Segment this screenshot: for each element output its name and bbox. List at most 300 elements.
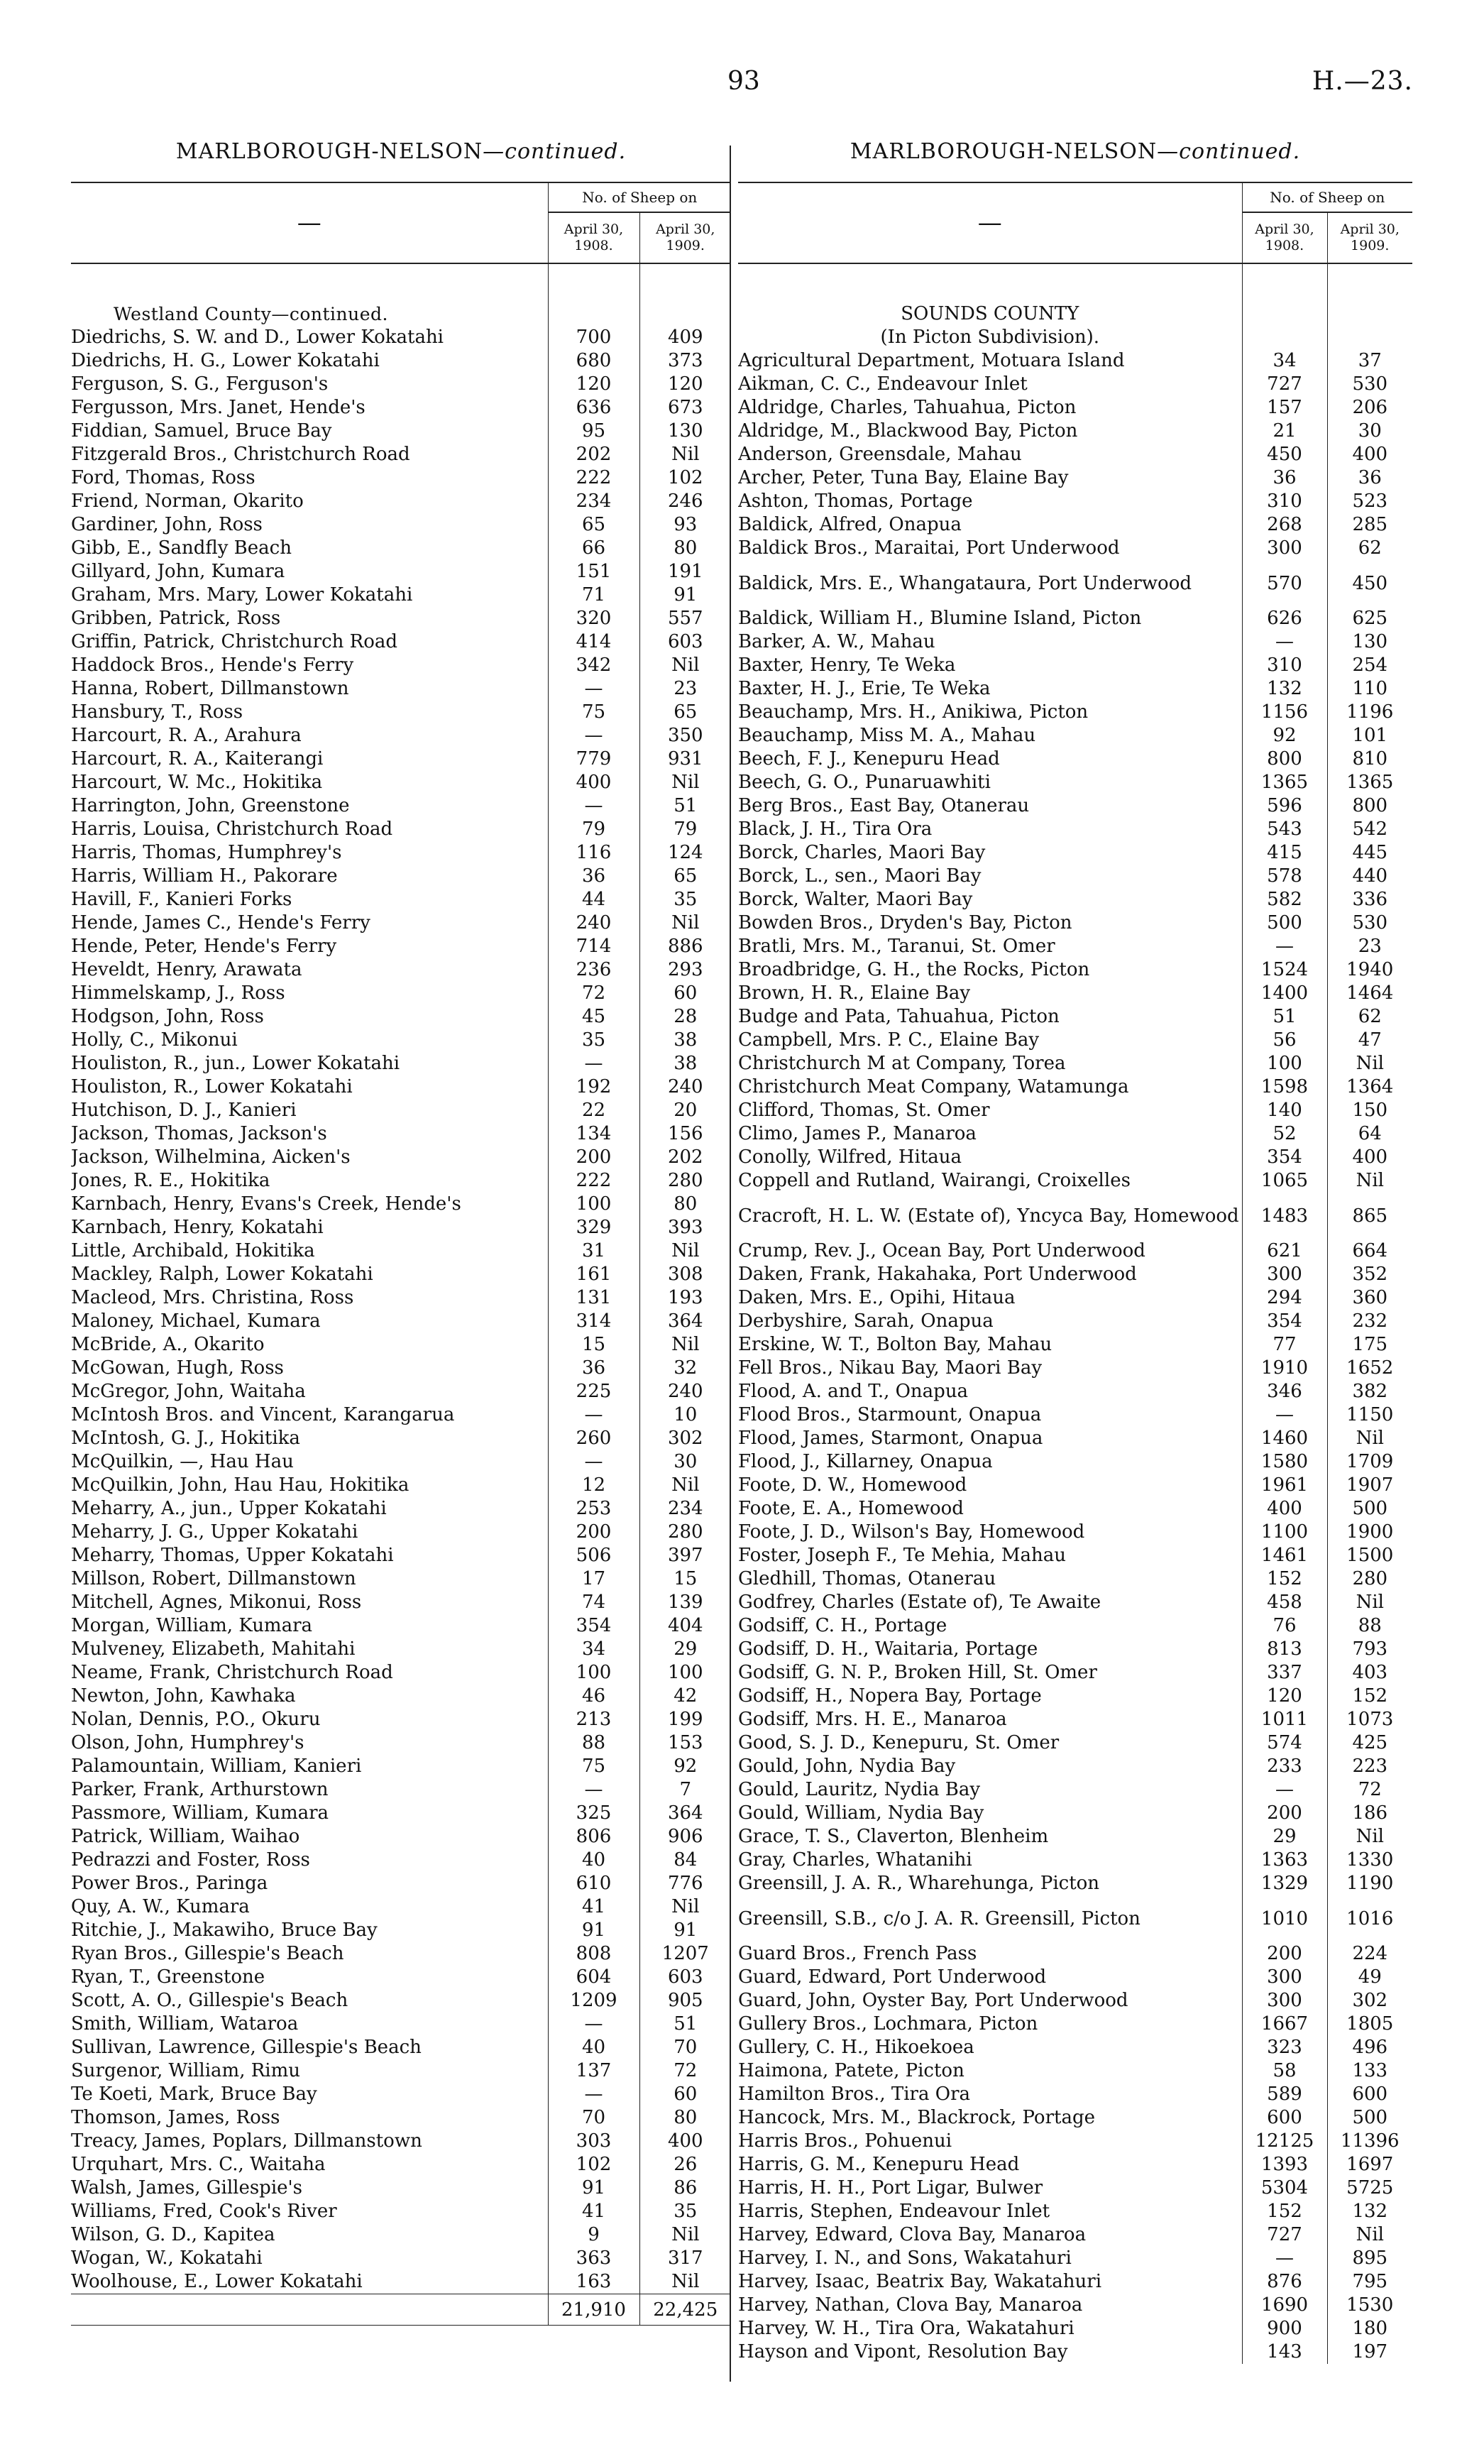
- table-row: [738, 1638, 1412, 1661]
- table-row: [738, 1567, 1412, 1591]
- table-row: [738, 1380, 1412, 1403]
- sheep-1908: 323: [1242, 2036, 1327, 2059]
- entry-name: Baldick, Alfred, Onapua: [738, 514, 962, 535]
- entry-name: Himmelskamp, J., Ross: [71, 982, 285, 1004]
- entry-name: Havill, F., Kanieri Forks: [71, 889, 292, 910]
- sheep-1908: 610: [548, 1872, 639, 1895]
- sheep-1908: 74: [548, 1591, 639, 1614]
- sheep-1909: 10: [639, 1403, 731, 1427]
- table-row: [738, 1708, 1412, 1731]
- sheep-1909: 65: [639, 701, 731, 724]
- table-row: [71, 1521, 731, 1544]
- table-row: [738, 560, 1412, 607]
- entry-name: Thomson, James, Ross: [71, 2107, 280, 2128]
- left-column: [71, 139, 731, 2326]
- table-row: [738, 607, 1412, 630]
- sheep-1908: 120: [1242, 1685, 1327, 1708]
- table-row: [738, 1849, 1412, 1872]
- sheep-1908: 79: [548, 818, 639, 841]
- entry-name: Jackson, Wilhelmina, Aicken's: [71, 1146, 351, 1168]
- sheep-1908: 234: [548, 490, 639, 513]
- report-code: H.—23.: [1312, 67, 1413, 96]
- table-row: [738, 771, 1412, 794]
- entry-name: Haimona, Patete, Picton: [738, 2060, 964, 2081]
- sheep-1908: 621: [1242, 1239, 1327, 1263]
- entry-name: Wilson, G. D., Kapitea: [71, 2224, 275, 2245]
- sheep-1908: —: [548, 1778, 639, 1802]
- table-row: [71, 420, 731, 443]
- table-row: [738, 1966, 1412, 1989]
- sheep-1909: 400: [1327, 443, 1412, 466]
- entry-name: Harris, William H., Pakorare: [71, 865, 338, 887]
- sheep-1908: —: [1242, 1403, 1327, 1427]
- sheep-1908: 325: [548, 1802, 639, 1825]
- right-sheep-table: [738, 182, 1412, 2364]
- sheep-1908: 314: [548, 1310, 639, 1333]
- table-row: [738, 1942, 1412, 1966]
- sheep-1908: 300: [1242, 1966, 1327, 1989]
- sheep-1909: 199: [639, 1708, 731, 1731]
- sheep-1908: 66: [548, 537, 639, 560]
- table-row: [71, 888, 731, 911]
- entry-name: Harvey, Nathan, Clova Bay, Manaroa: [738, 2294, 1083, 2316]
- sheep-1909: 403: [1327, 1661, 1412, 1685]
- sheep-1909: 795: [1327, 2270, 1412, 2294]
- sheep-1909: 1207: [639, 1942, 731, 1966]
- sheep-1908: 1065: [1242, 1169, 1327, 1193]
- entry-name: Bratli, Mrs. M., Taranui, St. Omer: [738, 936, 1055, 957]
- left-column-title: MARLBOROUGH-NELSON—continued.: [175, 139, 627, 164]
- entry-name: Woolhouse, E., Lower Kokatahi: [71, 2271, 363, 2292]
- table-row: [71, 2059, 731, 2083]
- table-row: [738, 701, 1412, 724]
- sheep-1909: 79: [639, 818, 731, 841]
- table-row: [71, 1544, 731, 1567]
- sheep-1908: 1961: [1242, 1474, 1327, 1497]
- entry-name: Harcourt, R. A., Arahura: [71, 725, 302, 746]
- sheep-1908: —: [548, 1403, 639, 1427]
- sheep-1909: 240: [639, 1075, 731, 1099]
- entry-name: Diedrichs, H. G., Lower Kokatahi: [71, 350, 380, 371]
- sheep-1908: 140: [1242, 1099, 1327, 1122]
- sheep-1908: —: [1242, 630, 1327, 654]
- sheep-1909: 382: [1327, 1380, 1412, 1403]
- entry-name: Maloney, Michael, Kumara: [71, 1310, 321, 1332]
- table-row: [71, 1193, 731, 1216]
- sheep-1909: 120: [639, 373, 731, 396]
- sheep-1909: 776: [639, 1872, 731, 1895]
- entry-name: McQuilkin, —, Hau Hau: [71, 1451, 294, 1472]
- entry-name: Passmore, William, Kumara: [71, 1802, 329, 1824]
- sheep-1908: 152: [1242, 2200, 1327, 2223]
- sheep-1909: Nil: [639, 2223, 731, 2247]
- table-row: [738, 443, 1412, 466]
- sheep-1909: 101: [1327, 724, 1412, 748]
- sheep-1909: 80: [639, 1193, 731, 1216]
- table-row: [71, 1591, 731, 1614]
- sheep-1908: 143: [1242, 2340, 1327, 2364]
- sheep-1909: 1709: [1327, 1450, 1412, 1474]
- sheep-1908: —: [1242, 1778, 1327, 1802]
- sheep-1908: 12: [548, 1474, 639, 1497]
- table-row: [738, 1521, 1412, 1544]
- sheep-1908: 9: [548, 2223, 639, 2247]
- left-sheep-table: [71, 182, 731, 2326]
- entry-name: Millson, Robert, Dillmanstown: [71, 1568, 356, 1589]
- sheep-1908: 604: [548, 1966, 639, 1989]
- sheep-1908: 1393: [1242, 2153, 1327, 2176]
- sheep-1908: 233: [1242, 1755, 1327, 1778]
- table-row: [71, 1263, 731, 1286]
- sheep-1909: 240: [639, 1380, 731, 1403]
- sheep-1908: 727: [1242, 2223, 1327, 2247]
- entry-name: Hamilton Bros., Tira Ora: [738, 2084, 970, 2105]
- entry-name: Brown, H. R., Elaine Bay: [738, 982, 971, 1004]
- table-row: [738, 1497, 1412, 1521]
- table-row: [738, 466, 1412, 490]
- table-row: [738, 1122, 1412, 1146]
- entry-name: Flood, A. and T., Onapua: [738, 1381, 969, 1402]
- sheep-1908: 225: [548, 1380, 639, 1403]
- sheep-1909: 603: [639, 1966, 731, 1989]
- table-row: [71, 1310, 731, 1333]
- sheep-1908: 1400: [1242, 982, 1327, 1005]
- entry-name: Gould, William, Nydia Bay: [738, 1802, 984, 1824]
- sheep-1908: 36: [548, 1357, 639, 1380]
- sheep-1909: 409: [639, 326, 731, 349]
- entry-name: Archer, Peter, Tuna Bay, Elaine Bay: [738, 467, 1069, 488]
- table-row: [71, 2247, 731, 2270]
- entry-name: Guard, John, Oyster Bay, Port Underwood: [738, 1990, 1128, 2011]
- table-row: [738, 1778, 1412, 1802]
- entry-name: Barker, A. W., Mahau: [738, 631, 935, 652]
- entry-name: Diedrichs, S. W. and D., Lower Kokatahi: [71, 327, 444, 348]
- entry-name: Little, Archibald, Hokitika: [71, 1240, 315, 1261]
- table-row: [738, 1239, 1412, 1263]
- table-row: [738, 1427, 1412, 1450]
- entry-name: Mulveney, Elizabeth, Mahitahi: [71, 1638, 356, 1660]
- section-heading: SOUNDS COUNTY: [901, 303, 1079, 324]
- sheep-1909: 234: [639, 1497, 731, 1521]
- sheep-1909: Nil: [639, 1333, 731, 1357]
- sheep-1908: 36: [1242, 466, 1327, 490]
- entry-name: Nolan, Dennis, P.O., Okuru: [71, 1709, 321, 1730]
- sheep-1908: 300: [1242, 1989, 1327, 2013]
- entry-name: Greensill, J. A. R., Wharehunga, Picton: [738, 1873, 1100, 1894]
- entry-name: Hende, James C., Hende's Ferry: [71, 912, 370, 933]
- table-row: [738, 1614, 1412, 1638]
- right-column-title: MARLBOROUGH-NELSON—continued.: [850, 139, 1301, 164]
- sheep-1908: 354: [1242, 1310, 1327, 1333]
- entry-name: Grace, T. S., Claverton, Blenheim: [738, 1826, 1049, 1847]
- sheep-1908: 75: [548, 1755, 639, 1778]
- sheep-1909: 810: [1327, 748, 1412, 771]
- table-row: [71, 560, 731, 584]
- table-row: [71, 1685, 731, 1708]
- table-row: [738, 794, 1412, 818]
- entry-name: Macleod, Mrs. Christina, Ross: [71, 1287, 354, 1308]
- sheep-1908: 636: [548, 396, 639, 420]
- sheep-1908: 36: [548, 865, 639, 888]
- table-row: [71, 982, 731, 1005]
- sheep-1908: 363: [548, 2247, 639, 2270]
- sheep-1908: 192: [548, 1075, 639, 1099]
- sheep-1909: 28: [639, 1005, 731, 1029]
- sheep-1909: 1907: [1327, 1474, 1412, 1497]
- table-row: [738, 373, 1412, 396]
- table-row: [71, 958, 731, 982]
- entry-name: Good, S. J. D., Kenepuru, St. Omer: [738, 1732, 1060, 1753]
- sheep-1909: 152: [1327, 1685, 1412, 1708]
- sheep-1909: 65: [639, 865, 731, 888]
- sheep-1908: 131: [548, 1286, 639, 1310]
- sheep-1908: 300: [1242, 537, 1327, 560]
- entry-name: Neame, Frank, Christchurch Road: [71, 1662, 393, 1683]
- sheep-1908: 1524: [1242, 958, 1327, 982]
- sheep-1909: 865: [1327, 1193, 1412, 1239]
- sheep-1909: 62: [1327, 537, 1412, 560]
- sheep-1909: 193: [639, 1286, 731, 1310]
- table-row: [738, 2083, 1412, 2106]
- entry-name: Heveldt, Henry, Arawata: [71, 959, 302, 980]
- sheep-1908: —: [548, 2083, 639, 2106]
- table-row: [738, 2223, 1412, 2247]
- table-row: [738, 513, 1412, 537]
- sheep-1908: 458: [1242, 1591, 1327, 1614]
- sheep-1908: 132: [1242, 677, 1327, 701]
- sheep-1909: 150: [1327, 1099, 1412, 1122]
- entry-name: Anderson, Greensdale, Mahau: [738, 444, 1022, 465]
- sheep-1909: 51: [639, 2013, 731, 2036]
- sheep-1909: 91: [639, 584, 731, 607]
- sheep-1909: 130: [639, 420, 731, 443]
- sheep-1908: 46: [548, 1685, 639, 1708]
- entry-name: Harris, Stephen, Endeavour Inlet: [738, 2201, 1050, 2222]
- entry-name: Pedrazzi and Foster, Ross: [71, 1849, 310, 1871]
- sheep-1909: 70: [639, 2036, 731, 2059]
- sheep-1908: 1365: [1242, 771, 1327, 794]
- sheep-1909: 80: [639, 537, 731, 560]
- table-row: [738, 1825, 1412, 1849]
- sheep-1909: 450: [1327, 560, 1412, 607]
- entry-name: Newton, John, Kawhaka: [71, 1685, 296, 1707]
- sheep-1909: 64: [1327, 1122, 1412, 1146]
- sheep-1909: Nil: [639, 443, 731, 466]
- entry-name: Flood, James, Starmont, Onapua: [738, 1428, 1043, 1449]
- sheep-1909: 530: [1327, 373, 1412, 396]
- table-row: [738, 1099, 1412, 1122]
- sheep-1908: 578: [1242, 865, 1327, 888]
- entry-name: Guard, Edward, Port Underwood: [738, 1966, 1047, 1988]
- sheep-1908: 75: [548, 701, 639, 724]
- sheep-1908: 15: [548, 1333, 639, 1357]
- entry-name: McGregor, John, Waitaha: [71, 1381, 306, 1402]
- sheep-1908: 574: [1242, 1731, 1327, 1755]
- table-row: [738, 2036, 1412, 2059]
- table-row: [71, 1474, 731, 1497]
- sheep-1908: 779: [548, 748, 639, 771]
- table-row: [71, 1731, 731, 1755]
- sheep-1909: 364: [639, 1310, 731, 1333]
- sheep-1909: 153: [639, 1731, 731, 1755]
- sheep-1908: 329: [548, 1216, 639, 1239]
- table-row: [738, 677, 1412, 701]
- entry-name: Gribben, Patrick, Ross: [71, 608, 281, 629]
- entry-name: Harvey, W. H., Tira Ora, Wakatahuri: [738, 2318, 1074, 2339]
- table-row: [738, 935, 1412, 958]
- section-heading-row: [71, 302, 731, 326]
- sheep-1909: 93: [639, 513, 731, 537]
- sheep-1909: 38: [639, 1052, 731, 1075]
- sheep-1909: Nil: [1327, 1825, 1412, 1849]
- sheep-1909: 26: [639, 2153, 731, 2176]
- table-row: [71, 2013, 731, 2036]
- table-row: [738, 2200, 1412, 2223]
- table-row: [71, 1872, 731, 1895]
- table-row: [71, 1333, 731, 1357]
- entry-name: Jones, R. E., Hokitika: [71, 1170, 270, 1191]
- table-row: [71, 1989, 731, 2013]
- table-row: [738, 2176, 1412, 2200]
- entry-name: Fitzgerald Bros., Christchurch Road: [71, 444, 410, 465]
- entry-name: Ford, Thomas, Ross: [71, 467, 255, 488]
- sheep-1909: Nil: [1327, 1591, 1412, 1614]
- entry-name: Christchurch Meat Company, Watamunga: [738, 1076, 1129, 1097]
- table-row: [738, 1895, 1412, 1942]
- sheep-1908: 91: [548, 1919, 639, 1942]
- table-row: [71, 748, 731, 771]
- entry-name: Godsiff, H., Nopera Bay, Portage: [738, 1685, 1042, 1707]
- table-row: [71, 1778, 731, 1802]
- sheep-1909: 72: [1327, 1778, 1412, 1802]
- subsection-heading: (In Picton Subdivision).: [880, 327, 1100, 348]
- sheep-1908: 1483: [1242, 1193, 1327, 1239]
- sheep-1909: 29: [639, 1638, 731, 1661]
- year-1909-header: April 30, 1909.: [1327, 212, 1412, 263]
- table-row: [738, 1310, 1412, 1333]
- entry-name: Ritchie, J., Makawiho, Bruce Bay: [71, 1920, 378, 1941]
- entry-name: Gray, Charles, Whatanihi: [738, 1849, 972, 1871]
- table-row: [738, 2130, 1412, 2153]
- entry-name: Parker, Frank, Arthurstown: [71, 1779, 329, 1800]
- sheep-1909: 20: [639, 1099, 731, 1122]
- sheep-1908: 65: [548, 513, 639, 537]
- sheep-1908: 253: [548, 1497, 639, 1521]
- sheep-1908: 95: [548, 420, 639, 443]
- sheep-1909: 317: [639, 2247, 731, 2270]
- sheep-1909: Nil: [1327, 1427, 1412, 1450]
- table-row: [71, 2176, 731, 2200]
- sheep-1908: 310: [1242, 654, 1327, 677]
- sheep-1908: 400: [1242, 1497, 1327, 1521]
- sheep-1908: —: [1242, 935, 1327, 958]
- entry-name: McQuilkin, John, Hau Hau, Hokitika: [71, 1474, 410, 1496]
- sheep-1909: 84: [639, 1849, 731, 1872]
- entry-name: Houliston, R., jun., Lower Kokatahi: [71, 1053, 400, 1074]
- table-row: [738, 1661, 1412, 1685]
- sheep-1908: 876: [1242, 2270, 1327, 2294]
- entry-name: Borck, Charles, Maori Bay: [738, 842, 986, 863]
- table-row: [738, 1052, 1412, 1075]
- sheep-1908: 1580: [1242, 1450, 1327, 1474]
- sheep-1909: 1805: [1327, 2013, 1412, 2036]
- sheep-1908: 236: [548, 958, 639, 982]
- sheep-1908: 589: [1242, 2083, 1327, 2106]
- table-row: [738, 818, 1412, 841]
- sheep-1909: 202: [639, 1146, 731, 1169]
- table-row: [71, 349, 731, 373]
- table-row: [738, 1169, 1412, 1193]
- total-1908: 21,910: [548, 2294, 639, 2326]
- sheep-1909: 360: [1327, 1286, 1412, 1310]
- sheep-1909: 1150: [1327, 1403, 1412, 1427]
- entry-name: Borck, L., sen., Maori Bay: [738, 865, 982, 887]
- sheep-1909: 308: [639, 1263, 731, 1286]
- entry-name: Fiddian, Samuel, Bruce Bay: [71, 420, 332, 442]
- sheep-1908: 714: [548, 935, 639, 958]
- table-row: [71, 466, 731, 490]
- table-row: [738, 349, 1412, 373]
- section-heading-row: [738, 302, 1412, 326]
- entry-name: Morgan, William, Kumara: [71, 1615, 313, 1636]
- year-1908-header: April 30, 1908.: [548, 212, 639, 263]
- table-row: [738, 420, 1412, 443]
- sheep-1908: 1460: [1242, 1427, 1327, 1450]
- sheep-1909: 530: [1327, 911, 1412, 935]
- entry-name: Baldick Bros., Maraitai, Port Underwood: [738, 537, 1120, 559]
- table-row: [738, 630, 1412, 654]
- entry-name: Agricultural Department, Motuara Island: [738, 350, 1125, 371]
- entry-name: Crump, Rev. J., Ocean Bay, Port Underwood: [738, 1240, 1145, 1261]
- table-row: [71, 1146, 731, 1169]
- sheep-1908: 400: [548, 771, 639, 794]
- sheep-1909: 246: [639, 490, 731, 513]
- table-row: [71, 841, 731, 865]
- sheep-1908: 200: [1242, 1802, 1327, 1825]
- entry-name: Hansbury, T., Ross: [71, 701, 243, 723]
- table-row: [71, 701, 731, 724]
- sheep-1908: 1010: [1242, 1895, 1327, 1942]
- entry-name: Walsh, James, Gillespie's: [71, 2177, 303, 2199]
- table-row: [738, 1802, 1412, 1825]
- sheep-1908: 5304: [1242, 2176, 1327, 2200]
- sheep-1909: 133: [1327, 2059, 1412, 2083]
- sheep-1908: 1011: [1242, 1708, 1327, 1731]
- sheep-1908: —: [548, 2013, 639, 2036]
- sheep-1908: 29: [1242, 1825, 1327, 1849]
- entry-name: Gardiner, John, Ross: [71, 514, 263, 535]
- name-column-header: —: [738, 182, 1242, 263]
- sheep-1909: 80: [639, 2106, 731, 2130]
- sheep-1909: Nil: [639, 1895, 731, 1919]
- entry-name: Mitchell, Agnes, Mikonui, Ross: [71, 1592, 362, 1613]
- table-row: [738, 1731, 1412, 1755]
- table-row: [738, 1005, 1412, 1029]
- table-row: [71, 677, 731, 701]
- entry-name: Harris Bros., Pohuenui: [738, 2130, 952, 2152]
- right-column: [738, 139, 1412, 2364]
- sheep-1908: 100: [548, 1661, 639, 1685]
- sheep-1908: 1100: [1242, 1521, 1327, 1544]
- table-row: [738, 724, 1412, 748]
- sheep-1909: 906: [639, 1825, 731, 1849]
- sheep-1909: 1697: [1327, 2153, 1412, 2176]
- table-row: [71, 2106, 731, 2130]
- sheep-1908: 506: [548, 1544, 639, 1567]
- table-row: [71, 1497, 731, 1521]
- sheep-1908: 543: [1242, 818, 1327, 841]
- sheep-1909: 36: [1327, 466, 1412, 490]
